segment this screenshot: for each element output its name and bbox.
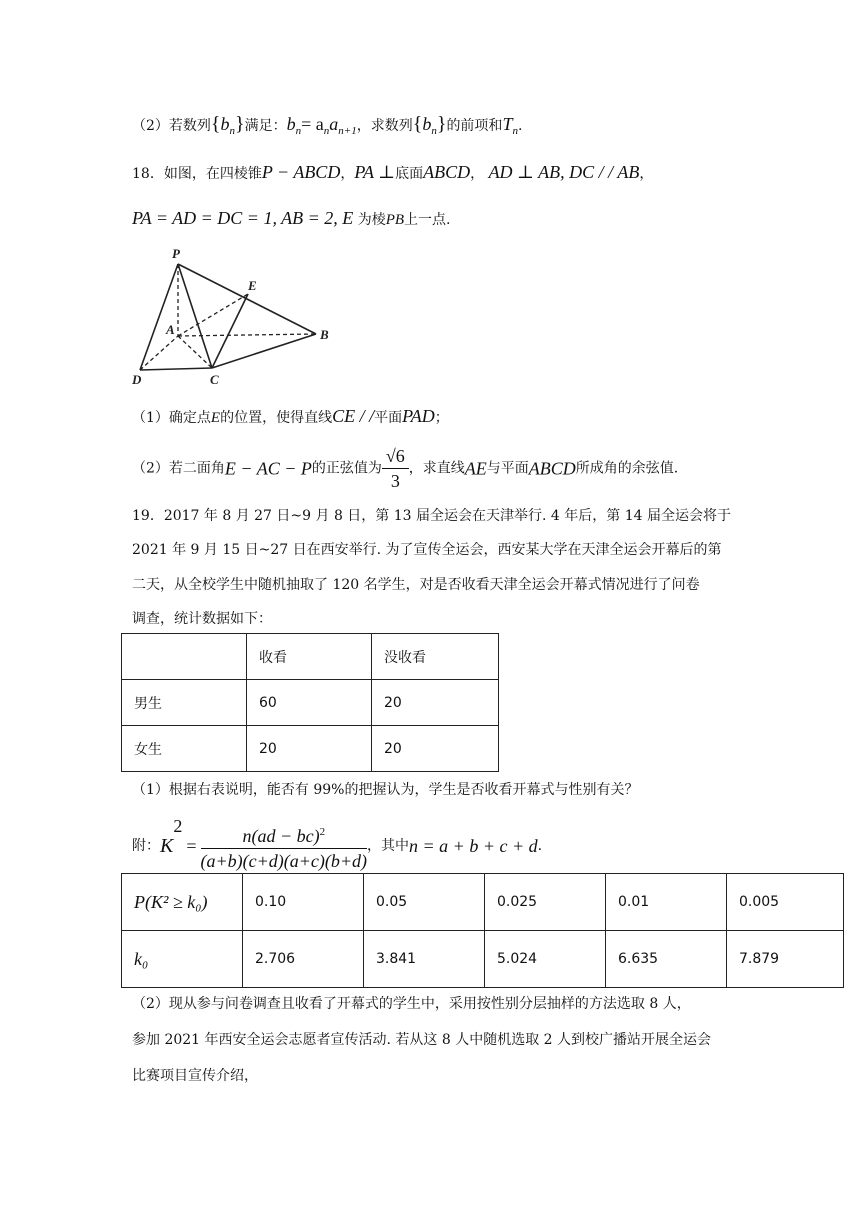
q19-line3: 二天，从全校学生中随机抽取了 120 名学生，对是否收看天津全运会开幕式情况进行了问卷 [132,577,700,593]
q19-line1: 19．2017 年 8 月 27 日~9 月 8 日，第 13 届全运会在天津举行. 4 年后，第 14 届全运会将于 [132,508,731,524]
k0-label: k₀ [122,931,243,988]
pyramid-figure [126,244,346,394]
survey-table: 收看 没收看 男生 60 20 女生 20 20 [121,633,499,772]
label-C: C [210,372,219,387]
label-A: A [166,322,175,337]
q19-part1: （1）根据右表说明，能否有 99%的把握认为，学生是否收看开幕式与性别有关？ [132,782,639,798]
q18-part2: （2）若二面角E − AC − P的正弦值为 $\frac{√6}{3}$ ，求直线AE与平面ABCD所成角的余弦值. [132,446,679,491]
label-D: D [132,372,142,387]
q19-part2-line1: （2）现从参与问卷调查且收看了开幕式的学生中，采用按性别分层抽样的方法选取 8 人， [132,996,691,1012]
q19-line4: 调查，统计数据如下： [132,611,272,627]
label-P: P [172,246,180,261]
q19-formula: 附：$K^2=$ $\frac{n(ad - bc)^2}{(a+b)(c+d)(a+c)(b+d)}$ ，其中n = a + b + c + d. [132,816,543,871]
q18-line2: PA = AD = DC = 1, AB = 2, E 为棱PB上一点. [132,208,451,228]
prob-label: P(K² ≥ k₀) [122,874,243,931]
q17-part2-line: （2）若数列$\{b_n\}$满足：$b_n= a_na_{n+1}$，求数列$\{b_n\}$的前项和$T_n$. [132,113,523,137]
q18-line1: 18．如图，在四棱锥P − ABCD，PA ⊥底面ABCD， AD ⊥ AB, DC / / AB， [132,162,654,182]
q19-part2-line2: 参加 2021 年西安全运会志愿者宣传活动. 若从这 8 人中随机选取 2 人到校广播站开展全运会 [132,1032,712,1048]
q19-part2-line3: 比赛项目宣传介绍， [132,1068,258,1084]
q19-line2: 2021 年 9 月 15 日~27 日在西安举行. 为了宣传全运会，西安某大学在天津全运会开幕后的第 [132,542,722,558]
label-B: B [320,327,329,342]
q18-part1: （1）确定点E的位置，使得直线CE / /平面PAD； [132,406,449,426]
critical-value-table: P(K² ≥ k₀) 0.10 0.05 0.025 0.01 0.005 k₀ 2.706 3.841 5.024 6.635 7.879 [121,873,844,988]
label-E: E [248,278,257,293]
